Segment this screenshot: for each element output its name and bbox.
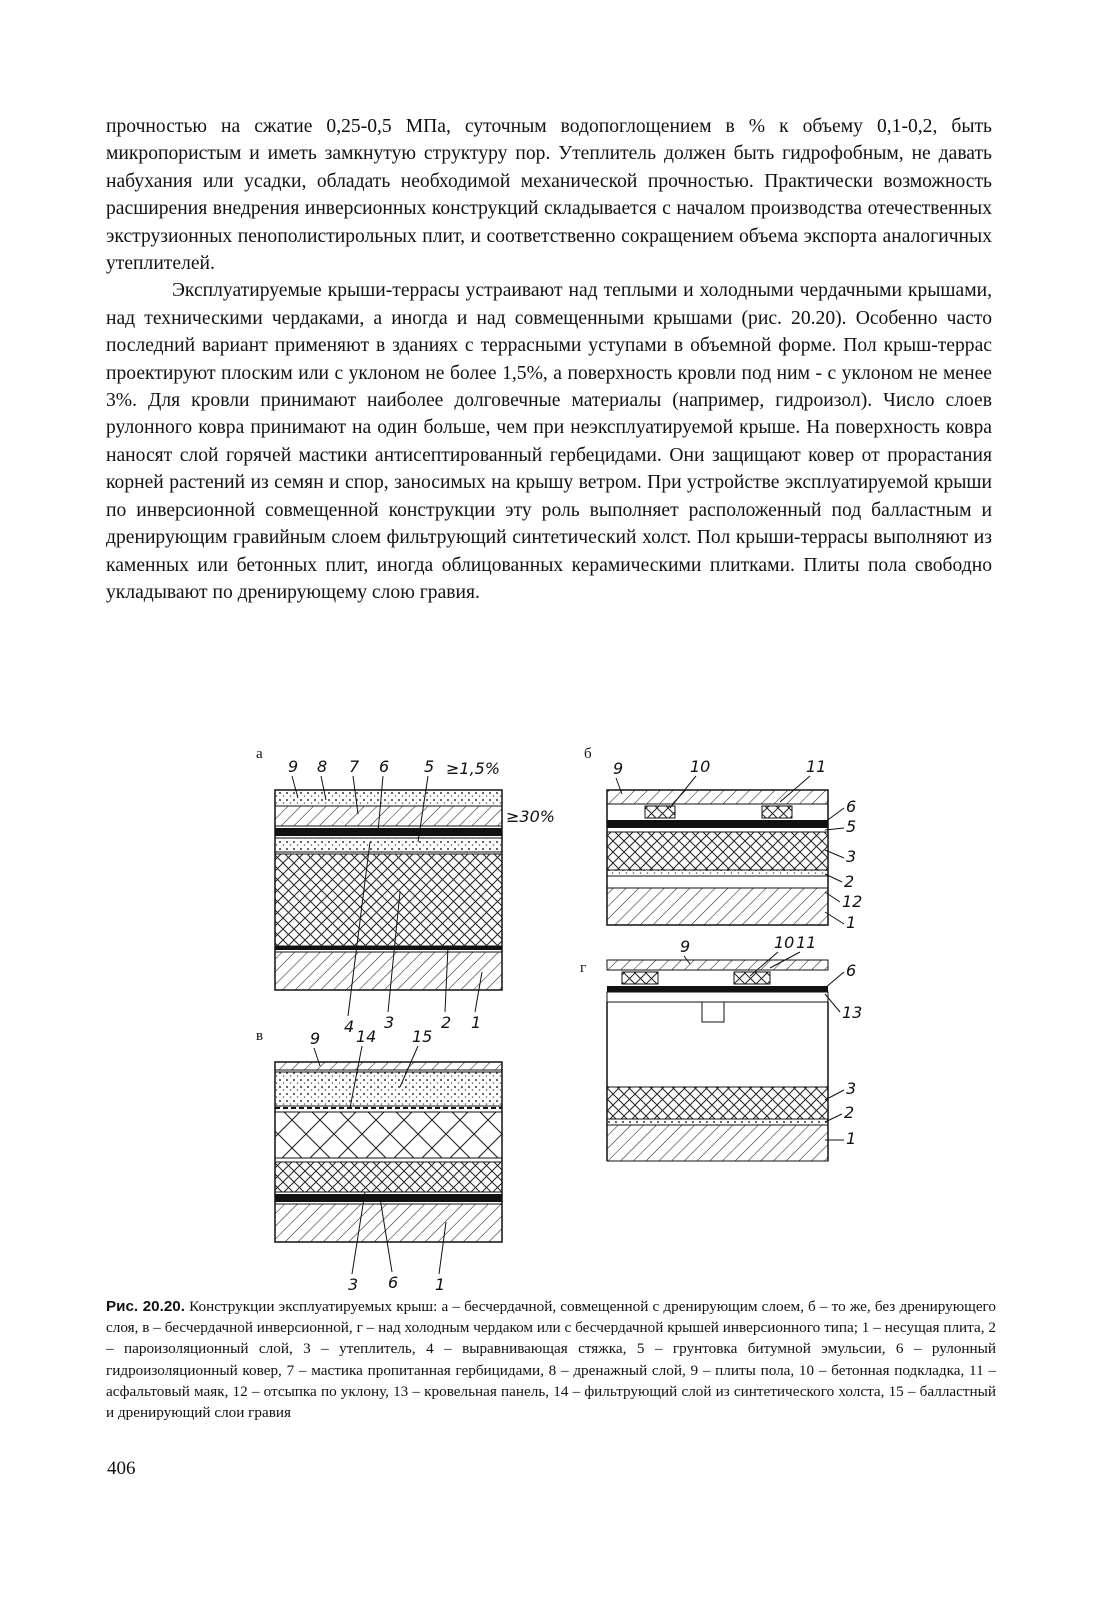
svg-text:1: 1 bbox=[846, 1129, 857, 1148]
svg-text:13: 13 bbox=[842, 1003, 863, 1022]
panel-a-letter: а bbox=[256, 746, 263, 762]
svg-text:1: 1 bbox=[471, 1013, 482, 1032]
svg-text:12: 12 bbox=[842, 892, 863, 911]
paragraph-2: Эксплуатируемые крыши-террасы устраивают над теплыми и холодными чердачными крышами, над техническими чердаками, а иногда и над совмещенными крышами (рис. 20.20). Особенно часто последний вариант применяют в зданиях с террасными уступами в объемной форме. Пол крыш-террас проектируют плоским или с уклоном не более 1,5%, а поверхность кровли под ним - с уклоном не менее 3%. Для кровли принимают наиболее долговечные материалы (например, гидроизол). Число слоев рулонного ковра принимают на один больше, чем при неэксплуатируемой крыше. На поверхность ковра наносят слой горячей мастики антисептированный гербецидами. Они защищают ковер от прорастания корней растений из семян и спор, заносимых на крышу ветром. При устройстве эксплуатируемой крыши по инверсионной совмещенной конструкции эту роль выполняет расположенный под балластным и дренирующим гравийным слоем фильтрующий синтетический холст. Пол крыши-террасы выполняют из каменных или бетонных плит, иногда облицованных керамическими плитками. Плиты пола свободно укладывают по дренирующему слою гравия. bbox=[106, 280, 992, 603]
svg-text:4: 4 bbox=[344, 1017, 355, 1036]
svg-text:≥1,5%: ≥1,5% bbox=[446, 759, 501, 778]
panel-a bbox=[256, 746, 555, 1036]
svg-text:3: 3 bbox=[348, 1275, 359, 1294]
figure-caption bbox=[106, 1296, 996, 1423]
svg-text:11: 11 bbox=[806, 757, 827, 776]
svg-text:2: 2 bbox=[844, 872, 855, 891]
svg-text:6: 6 bbox=[846, 961, 857, 980]
panel-g bbox=[580, 933, 862, 1161]
svg-text:10: 10 bbox=[690, 757, 711, 776]
svg-text:9: 9 bbox=[680, 937, 691, 956]
svg-text:≥30%: ≥30% bbox=[506, 807, 555, 826]
caption-label: Рис. 20.20. bbox=[106, 1298, 185, 1315]
svg-text:9: 9 bbox=[288, 757, 299, 776]
svg-text:2: 2 bbox=[441, 1013, 452, 1032]
roof-construction-figure bbox=[250, 742, 880, 1294]
svg-text:9: 9 bbox=[310, 1029, 321, 1048]
svg-text:3: 3 bbox=[384, 1013, 395, 1032]
svg-text:10: 10 bbox=[774, 933, 795, 952]
panel-v bbox=[256, 1027, 502, 1294]
svg-text:6: 6 bbox=[388, 1273, 399, 1292]
panel-b-letter: б bbox=[584, 746, 592, 762]
svg-text:8: 8 bbox=[317, 757, 328, 776]
paragraph-1: прочностью на сжатие 0,25-0,5 МПа, суточным водопоглощением в % к объему 0,1-0,2, быть микропористым и иметь замкнутую структуру пор. Утеплитель должен быть гидрофобным, не давать набухания или усадки, обладать необходимой механической прочностью. Практически возможность расширения внедрения инверсионных конструкций складывается с началом производства отечественных экструзионных пенополистирольных плит, и соответственно сокращением объема экспорта аналогичных утеплителей. bbox=[106, 116, 992, 275]
svg-text:3: 3 bbox=[846, 1079, 857, 1098]
svg-text:7: 7 bbox=[349, 757, 360, 776]
svg-text:14: 14 bbox=[356, 1027, 377, 1046]
page-number: 406 bbox=[107, 1458, 136, 1479]
svg-text:1: 1 bbox=[435, 1275, 446, 1294]
svg-text:15: 15 bbox=[412, 1027, 433, 1046]
svg-text:6: 6 bbox=[379, 757, 390, 776]
svg-text:11: 11 bbox=[796, 933, 817, 952]
panel-v-letter: в bbox=[256, 1028, 264, 1044]
svg-text:1: 1 bbox=[846, 913, 857, 932]
svg-text:9: 9 bbox=[613, 759, 624, 778]
svg-text:5: 5 bbox=[846, 817, 857, 836]
panel-g-letter: г bbox=[580, 960, 587, 976]
panel-b bbox=[584, 746, 862, 932]
svg-text:3: 3 bbox=[846, 847, 857, 866]
body-text bbox=[106, 113, 992, 606]
caption-text: Конструкции эксплуатируемых крыш: а – бесчердачной, совмещенной с дренирующим слоем, б – то же, без дренирующего слоя, в – бесчердачной инверсионной, г – над холодным чердаком или с бесчердачной крышей инверсионного типа; 1 – несущая плита, 2 – пароизоляционный слой, 3 – утеплитель, 4 – выравнивающая стяжка, 5 – грунтовка битумной эмульсии, 6 – рулонный гидроизоляционный ковер, 7 – мастика пропитанная гербицидами, 8 – дренажный слой, 9 – плиты пола, 10 – бетонная подкладка, 11 – асфальтовый маяк, 12 – отсыпка по уклону, 13 – кровельная панель, 14 – фильтрующий слой из синтетического холста, 15 – балластный и дренирующий слои гравия bbox=[106, 1298, 996, 1422]
figure-drawing bbox=[250, 742, 880, 1294]
svg-text:2: 2 bbox=[844, 1103, 855, 1122]
svg-text:6: 6 bbox=[846, 797, 857, 816]
svg-text:5: 5 bbox=[424, 757, 435, 776]
